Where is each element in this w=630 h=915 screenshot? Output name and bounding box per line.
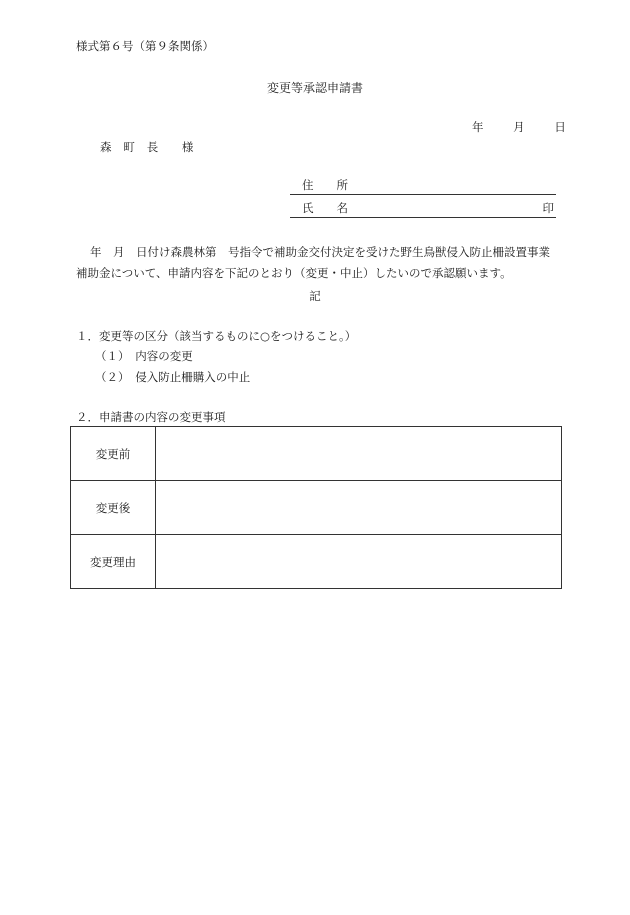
seal-mark: 印 xyxy=(542,201,554,215)
address-field[interactable] xyxy=(290,178,556,195)
reason-value-cell[interactable] xyxy=(156,535,562,589)
name-label: 氏 名 xyxy=(302,201,348,215)
form-number: 様式第６号（第９条関係） xyxy=(76,39,214,53)
document-title: 変更等承認申請書 xyxy=(266,81,363,95)
table-row xyxy=(71,427,562,481)
before-value-cell[interactable] xyxy=(156,427,562,481)
date-year-label: 年 xyxy=(472,120,484,134)
ki-heading: 記 xyxy=(309,289,321,303)
section1-heading: １．変更等の区分（該当するものに○をつけること。） xyxy=(76,329,357,343)
name-field[interactable] xyxy=(290,201,556,218)
row-label-before: 変更前 xyxy=(71,427,156,481)
row-label-after: 変更後 xyxy=(71,481,156,535)
date-day-label: 日 xyxy=(554,120,566,134)
date-line xyxy=(472,119,566,135)
addressee: 森 町 長 様 xyxy=(100,140,194,154)
table-row xyxy=(71,535,562,589)
option-content-change[interactable]: （１） 内容の変更 xyxy=(95,349,193,363)
option-purchase-cancel[interactable]: （２） 侵入防止柵購入の中止 xyxy=(95,370,251,384)
after-value-cell[interactable] xyxy=(156,481,562,535)
row-label-reason: 変更理由 xyxy=(71,535,156,589)
date-month-label: 月 xyxy=(513,120,525,134)
application-body-text: 年 月 日付け森農林第 号指令で補助金交付決定を受けた野生鳥獣侵入防止柵設置事業補助金について、申請内容を下記のとおり（変更・中止）したいので承認願います。 xyxy=(76,245,550,280)
change-details-table xyxy=(70,426,562,589)
address-label: 住 所 xyxy=(302,178,348,192)
section2-heading: ２．申請書の内容の変更事項 xyxy=(76,410,226,424)
table-row xyxy=(71,481,562,535)
